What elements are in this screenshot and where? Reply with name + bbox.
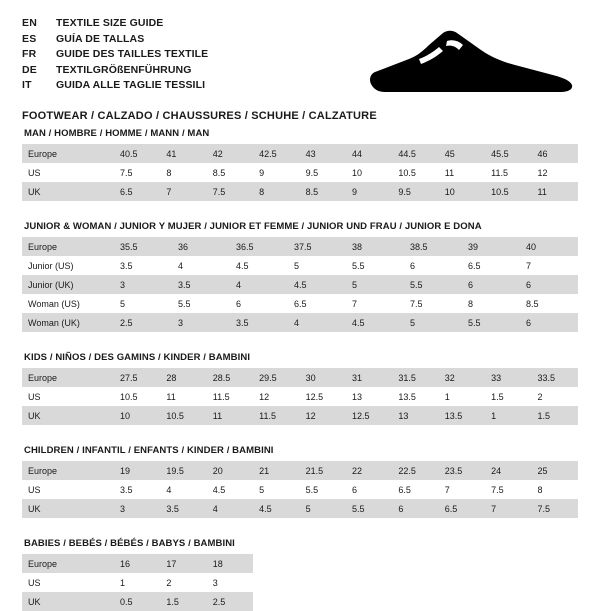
table-cell-empty bbox=[439, 573, 485, 592]
table-cell: 7 bbox=[346, 294, 404, 313]
table-cell: 2.5 bbox=[207, 592, 253, 611]
document-header bbox=[22, 16, 578, 122]
block-heading: CHILDREN / INFANTIL / ENFANTS / KINDER / BAMBINI bbox=[24, 445, 274, 456]
table-cell: 36.5 bbox=[230, 237, 288, 256]
row-label: UK bbox=[22, 406, 114, 425]
table-cell: 40.5 bbox=[114, 144, 160, 163]
table-cell: 19.5 bbox=[160, 461, 206, 480]
table-cell: 5 bbox=[114, 294, 172, 313]
table-cell-empty bbox=[485, 573, 531, 592]
table-cell: 46 bbox=[532, 144, 578, 163]
row-label: Europe bbox=[22, 368, 114, 387]
table-cell: 5 bbox=[288, 256, 346, 275]
table-cell: 6.5 bbox=[439, 499, 485, 518]
table-row bbox=[22, 182, 578, 201]
table-cell: 4.5 bbox=[230, 256, 288, 275]
table-cell: 10.5 bbox=[114, 387, 160, 406]
table-cell: 7 bbox=[520, 256, 578, 275]
table-cell: 4.5 bbox=[288, 275, 346, 294]
size-table-man bbox=[22, 144, 578, 201]
table-cell: 38 bbox=[346, 237, 404, 256]
table-cell: 5.5 bbox=[346, 499, 392, 518]
table-cell: 33.5 bbox=[532, 368, 578, 387]
table-cell: 12 bbox=[253, 387, 299, 406]
table-cell: 25 bbox=[532, 461, 578, 480]
row-label: UK bbox=[22, 499, 114, 518]
table-cell: 2.5 bbox=[114, 313, 172, 332]
table-cell-empty bbox=[439, 554, 485, 573]
table-cell: 3.5 bbox=[172, 275, 230, 294]
table-cell: 3.5 bbox=[114, 480, 160, 499]
table-cell: 24 bbox=[485, 461, 531, 480]
table-cell: 6.5 bbox=[114, 182, 160, 201]
table-row bbox=[22, 275, 578, 294]
table-cell: 7.5 bbox=[532, 499, 578, 518]
size-table-junior-woman bbox=[22, 237, 578, 332]
language-code: FR bbox=[22, 48, 37, 60]
table-cell: 22.5 bbox=[392, 461, 438, 480]
table-cell: 6.5 bbox=[288, 294, 346, 313]
table-cell: 7.5 bbox=[114, 163, 160, 182]
table-row bbox=[22, 163, 578, 182]
row-label: Junior (US) bbox=[22, 256, 114, 275]
table-cell: 9.5 bbox=[392, 182, 438, 201]
table-cell: 7.5 bbox=[404, 294, 462, 313]
table-cell: 11 bbox=[532, 182, 578, 201]
row-label: Europe bbox=[22, 237, 114, 256]
table-cell: 6 bbox=[520, 313, 578, 332]
row-label: Europe bbox=[22, 144, 114, 163]
block-heading: KIDS / NIÑOS / DES GAMINS / KINDER / BAMBINI bbox=[24, 352, 251, 363]
table-cell: 1 bbox=[485, 406, 531, 425]
table-cell: 3.5 bbox=[160, 499, 206, 518]
table-cell: 9 bbox=[346, 182, 392, 201]
table-cell: 42.5 bbox=[253, 144, 299, 163]
table-cell: 11.5 bbox=[253, 406, 299, 425]
table-cell: 11 bbox=[439, 163, 485, 182]
table-cell-empty bbox=[532, 573, 578, 592]
table-cell: 5.5 bbox=[404, 275, 462, 294]
table-cell: 38.5 bbox=[404, 237, 462, 256]
language-title: TEXTILE SIZE GUIDE bbox=[56, 17, 164, 29]
table-cell: 10.5 bbox=[392, 163, 438, 182]
table-row bbox=[22, 592, 578, 611]
table-cell: 4 bbox=[288, 313, 346, 332]
table-cell-empty bbox=[485, 554, 531, 573]
table-cell: 5.5 bbox=[462, 313, 520, 332]
table-cell: 5.5 bbox=[346, 256, 404, 275]
table-cell: 1 bbox=[114, 573, 160, 592]
table-cell: 5 bbox=[300, 499, 346, 518]
row-label: Europe bbox=[22, 461, 114, 480]
language-code: ES bbox=[22, 32, 37, 45]
table-cell: 44.5 bbox=[392, 144, 438, 163]
table-cell-empty bbox=[532, 592, 578, 611]
size-table-kids bbox=[22, 368, 578, 425]
table-cell-empty bbox=[300, 592, 346, 611]
table-cell: 20 bbox=[207, 461, 253, 480]
table-cell: 4 bbox=[207, 499, 253, 518]
size-table-children bbox=[22, 461, 578, 518]
table-cell: 9.5 bbox=[300, 163, 346, 182]
table-cell: 23.5 bbox=[439, 461, 485, 480]
table-cell: 6 bbox=[462, 275, 520, 294]
language-title: GUÍA DE TALLAS bbox=[56, 32, 145, 45]
table-cell: 18 bbox=[207, 554, 253, 573]
row-label: US bbox=[22, 573, 114, 592]
table-cell: 12.5 bbox=[346, 406, 392, 425]
footwear-section-title: FOOTWEAR / CALZADO / CHAUSSURES / SCHUHE / CALZATURE bbox=[22, 109, 377, 122]
table-row bbox=[22, 313, 578, 332]
table-cell: 7 bbox=[439, 480, 485, 499]
table-cell: 10.5 bbox=[485, 182, 531, 201]
table-cell: 9 bbox=[253, 163, 299, 182]
table-cell: 13.5 bbox=[392, 387, 438, 406]
table-cell: 0.5 bbox=[114, 592, 160, 611]
table-cell: 27.5 bbox=[114, 368, 160, 387]
language-code: DE bbox=[22, 63, 37, 76]
row-label: US bbox=[22, 163, 114, 182]
table-row bbox=[22, 237, 578, 256]
block-heading: JUNIOR & WOMAN / JUNIOR Y MUJER / JUNIOR ET FEMME / JUNIOR UND FRAU / JUNIOR E DONA bbox=[24, 221, 482, 232]
table-cell: 1 bbox=[439, 387, 485, 406]
table-cell: 6 bbox=[392, 499, 438, 518]
table-row bbox=[22, 461, 578, 480]
table-cell-empty bbox=[392, 573, 438, 592]
size-block-children bbox=[22, 445, 578, 518]
table-cell: 8 bbox=[160, 163, 206, 182]
table-row bbox=[22, 387, 578, 406]
table-cell: 45.5 bbox=[485, 144, 531, 163]
table-cell: 11 bbox=[207, 406, 253, 425]
table-cell: 36 bbox=[172, 237, 230, 256]
table-cell: 5.5 bbox=[300, 480, 346, 499]
table-cell: 6 bbox=[520, 275, 578, 294]
table-cell: 1.5 bbox=[485, 387, 531, 406]
table-cell: 43 bbox=[300, 144, 346, 163]
table-cell: 8.5 bbox=[300, 182, 346, 201]
table-cell-empty bbox=[300, 554, 346, 573]
table-cell: 4.5 bbox=[253, 499, 299, 518]
table-cell: 31.5 bbox=[392, 368, 438, 387]
table-row bbox=[22, 144, 578, 163]
table-cell: 45 bbox=[439, 144, 485, 163]
table-cell: 8 bbox=[532, 480, 578, 499]
table-cell-empty bbox=[392, 554, 438, 573]
table-cell: 44 bbox=[346, 144, 392, 163]
table-row bbox=[22, 480, 578, 499]
table-cell: 37.5 bbox=[288, 237, 346, 256]
table-cell: 21.5 bbox=[300, 461, 346, 480]
table-cell: 40 bbox=[520, 237, 578, 256]
table-cell-empty bbox=[253, 573, 299, 592]
row-label: Woman (US) bbox=[22, 294, 114, 313]
table-cell: 4 bbox=[160, 480, 206, 499]
table-cell: 28 bbox=[160, 368, 206, 387]
table-cell-empty bbox=[346, 573, 392, 592]
table-cell-empty bbox=[253, 592, 299, 611]
block-heading: BABIES / BEBÉS / BÉBÉS / BABYS / BAMBINI bbox=[24, 538, 235, 549]
size-block-junior-woman bbox=[22, 221, 578, 332]
row-label: UK bbox=[22, 592, 114, 611]
table-cell: 32 bbox=[439, 368, 485, 387]
table-cell: 8.5 bbox=[207, 163, 253, 182]
table-cell: 42 bbox=[207, 144, 253, 163]
table-row bbox=[22, 406, 578, 425]
table-row bbox=[22, 554, 578, 573]
table-cell: 17 bbox=[160, 554, 206, 573]
table-cell: 6 bbox=[404, 256, 462, 275]
language-title: TEXTILGRÖßENFÜHRUNG bbox=[56, 63, 192, 76]
table-cell: 3 bbox=[207, 573, 253, 592]
table-cell: 41 bbox=[160, 144, 206, 163]
row-label: UK bbox=[22, 182, 114, 201]
table-cell: 1.5 bbox=[532, 406, 578, 425]
table-row bbox=[22, 499, 578, 518]
table-cell: 3 bbox=[172, 313, 230, 332]
row-label: Europe bbox=[22, 554, 114, 573]
block-heading: MAN / HOMBRE / HOMME / MANN / MAN bbox=[24, 128, 210, 139]
table-cell: 7.5 bbox=[485, 480, 531, 499]
table-cell: 39 bbox=[462, 237, 520, 256]
table-cell: 5 bbox=[346, 275, 404, 294]
table-row bbox=[22, 573, 578, 592]
row-label: US bbox=[22, 480, 114, 499]
table-cell-empty bbox=[253, 554, 299, 573]
table-cell: 13.5 bbox=[439, 406, 485, 425]
table-cell: 4.5 bbox=[346, 313, 404, 332]
table-cell: 2 bbox=[160, 573, 206, 592]
table-cell: 22 bbox=[346, 461, 392, 480]
table-cell: 13 bbox=[392, 406, 438, 425]
table-row bbox=[22, 256, 578, 275]
size-block-kids bbox=[22, 352, 578, 425]
table-cell: 5.5 bbox=[172, 294, 230, 313]
table-cell: 13 bbox=[346, 387, 392, 406]
table-cell: 12 bbox=[300, 406, 346, 425]
table-cell: 12 bbox=[532, 163, 578, 182]
row-label: US bbox=[22, 387, 114, 406]
table-cell: 10 bbox=[346, 163, 392, 182]
size-block-babies bbox=[22, 538, 578, 611]
table-cell: 10 bbox=[114, 406, 160, 425]
table-row bbox=[22, 368, 578, 387]
table-cell-empty bbox=[300, 573, 346, 592]
size-block-man bbox=[22, 128, 578, 201]
table-cell: 1.5 bbox=[160, 592, 206, 611]
table-cell: 5 bbox=[253, 480, 299, 499]
table-cell: 28.5 bbox=[207, 368, 253, 387]
table-cell: 10.5 bbox=[160, 406, 206, 425]
table-cell: 3.5 bbox=[230, 313, 288, 332]
table-cell: 7.5 bbox=[207, 182, 253, 201]
table-cell-empty bbox=[532, 554, 578, 573]
language-title: GUIDA ALLE TAGLIE TESSILI bbox=[56, 79, 206, 91]
table-cell: 21 bbox=[253, 461, 299, 480]
table-cell: 8.5 bbox=[520, 294, 578, 313]
table-cell: 7 bbox=[485, 499, 531, 518]
table-cell: 4 bbox=[230, 275, 288, 294]
row-label: Woman (UK) bbox=[22, 313, 114, 332]
table-cell: 11 bbox=[160, 387, 206, 406]
table-cell: 6.5 bbox=[392, 480, 438, 499]
table-cell-empty bbox=[346, 554, 392, 573]
size-table-babies bbox=[22, 554, 578, 611]
table-cell: 6.5 bbox=[462, 256, 520, 275]
table-cell: 35.5 bbox=[114, 237, 172, 256]
table-cell: 6 bbox=[346, 480, 392, 499]
table-cell: 11.5 bbox=[207, 387, 253, 406]
table-cell: 11.5 bbox=[485, 163, 531, 182]
language-code: EN bbox=[22, 17, 37, 29]
language-title: GUIDE DES TAILLES TEXTILE bbox=[56, 48, 209, 60]
row-label: Junior (UK) bbox=[22, 275, 114, 294]
table-cell: 10 bbox=[439, 182, 485, 201]
table-cell: 30 bbox=[300, 368, 346, 387]
table-row bbox=[22, 294, 578, 313]
table-cell: 29.5 bbox=[253, 368, 299, 387]
table-cell-empty bbox=[392, 592, 438, 611]
table-cell: 3 bbox=[114, 275, 172, 294]
table-cell-empty bbox=[346, 592, 392, 611]
table-cell: 3 bbox=[114, 499, 160, 518]
table-cell: 8 bbox=[462, 294, 520, 313]
table-cell: 4 bbox=[172, 256, 230, 275]
table-cell: 19 bbox=[114, 461, 160, 480]
table-cell: 33 bbox=[485, 368, 531, 387]
table-cell: 8 bbox=[253, 182, 299, 201]
table-cell: 4.5 bbox=[207, 480, 253, 499]
table-cell: 2 bbox=[532, 387, 578, 406]
dress-shoe-icon bbox=[363, 30, 578, 102]
table-cell: 16 bbox=[114, 554, 160, 573]
table-cell-empty bbox=[485, 592, 531, 611]
table-cell: 12.5 bbox=[300, 387, 346, 406]
table-cell: 7 bbox=[160, 182, 206, 201]
language-code: IT bbox=[22, 79, 32, 91]
table-cell-empty bbox=[439, 592, 485, 611]
table-cell: 31 bbox=[346, 368, 392, 387]
table-cell: 3.5 bbox=[114, 256, 172, 275]
table-cell: 5 bbox=[404, 313, 462, 332]
table-cell: 6 bbox=[230, 294, 288, 313]
